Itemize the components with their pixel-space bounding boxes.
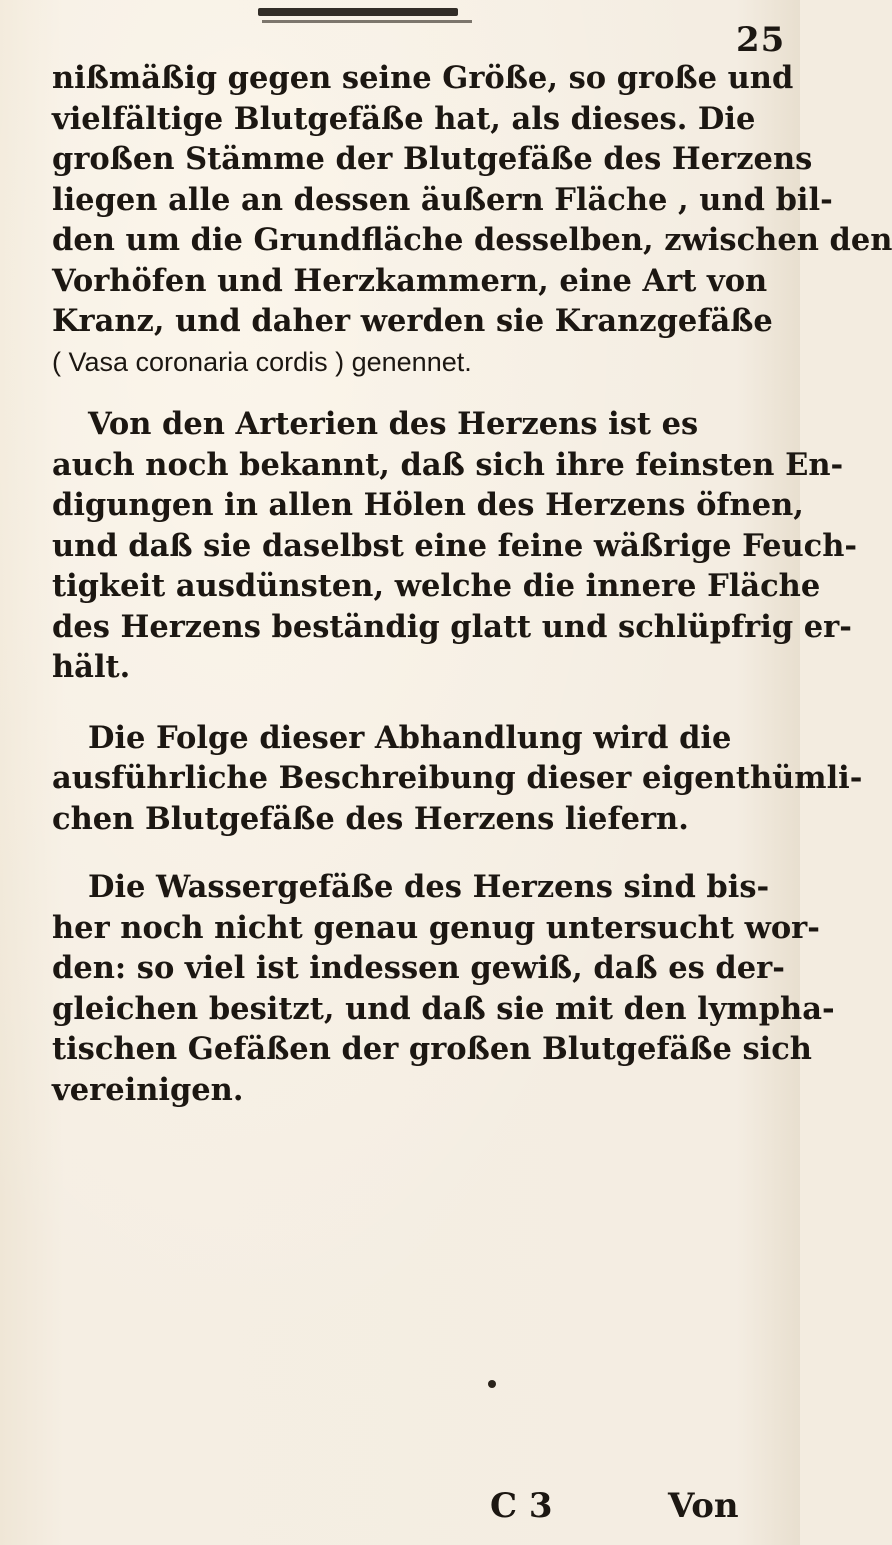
paragraph-1 bbox=[52, 58, 892, 382]
text-line: den: so viel ist indessen gewiß, daß es der- bbox=[52, 950, 785, 986]
text-line: tischen Gefäßen der großen Blutgefäße sich bbox=[52, 1031, 812, 1067]
header-rule bbox=[258, 8, 458, 16]
text-line: Vorhöfen und Herzkammern, eine Art von bbox=[52, 262, 768, 299]
page-footer bbox=[0, 1486, 800, 1536]
text-line: den um die Grundfläche desselben, zwischen den bbox=[52, 222, 892, 258]
text-line: des Herzens beständig glatt und schlüpfrig er- bbox=[52, 608, 852, 645]
text-line: gleichen besitzt, und daß sie mit den lympha- bbox=[52, 990, 835, 1027]
ink-spot bbox=[488, 1380, 496, 1388]
text-line: liegen alle an dessen äußern Fläche , und bil- bbox=[52, 181, 833, 218]
text-line: auch noch bekannt, daß sich ihre feinsten En- bbox=[52, 446, 844, 483]
text-line: ausführliche Beschreibung dieser eigenthümli- bbox=[52, 760, 863, 796]
text-line: und daß sie daselbst eine feine wäßrige Feuch- bbox=[52, 527, 858, 564]
text-line: Die Wassergefäße des Herzens sind bis- bbox=[88, 869, 770, 905]
text-line: hält. bbox=[52, 649, 131, 685]
catchword: Von bbox=[668, 1486, 739, 1526]
text-line: Die Folge dieser Abhandlung wird die bbox=[88, 719, 732, 756]
text-line: großen Stämme der Blutgefäße des Herzens bbox=[52, 141, 813, 177]
text-line: tigkeit ausdünsten, welche die innere Fläche bbox=[52, 568, 821, 604]
paragraph-4 bbox=[52, 867, 835, 1110]
header-rule-thin bbox=[262, 20, 472, 23]
text-line: vereinigen. bbox=[52, 1071, 244, 1108]
signature-mark: C 3 bbox=[490, 1486, 553, 1526]
text-line: nißmäßig gegen seine Größe, so große und bbox=[52, 60, 794, 96]
text-body bbox=[52, 58, 892, 1110]
text-line: vielfältige Blutgefäße hat, als dieses. Die bbox=[52, 100, 756, 137]
text-line: chen Blutgefäße des Herzens liefern. bbox=[52, 800, 689, 837]
text-line: Von den Arterien des Herzens ist es bbox=[88, 406, 699, 442]
paragraph-3 bbox=[52, 718, 863, 840]
text-line: digungen in allen Hölen des Herzens öfnen, bbox=[52, 487, 804, 523]
page-number: 25 bbox=[736, 20, 786, 60]
text-line-latin: ( Vasa coronaria cordis ) genennet. bbox=[52, 346, 472, 377]
paragraph-2 bbox=[52, 404, 858, 688]
text-line: Kranz, und daher werden sie Kranzgefäße bbox=[52, 303, 773, 339]
text-line: her noch nicht genau genug untersucht wor- bbox=[52, 909, 820, 946]
